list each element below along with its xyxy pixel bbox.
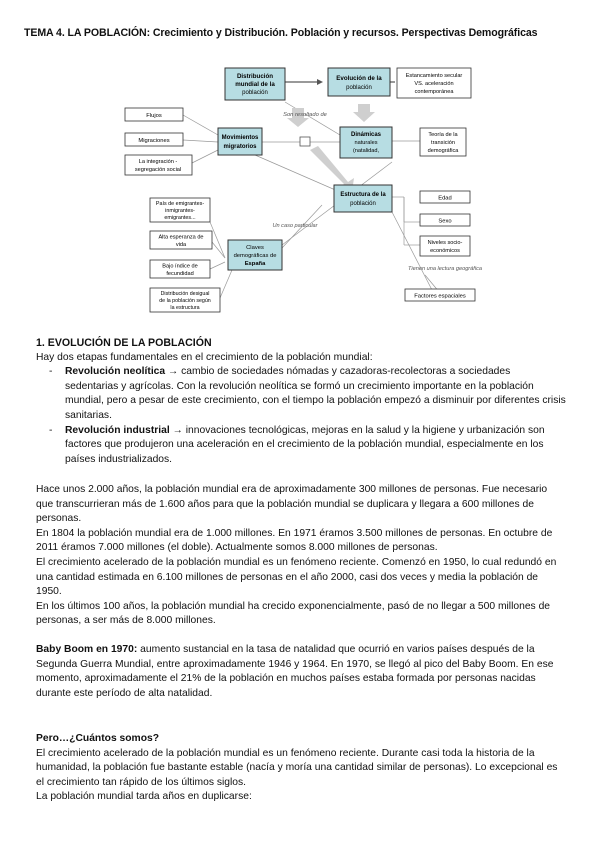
box-migraciones-label: Migraciones [138, 138, 170, 144]
box-movimientos-line2: migratorios [223, 144, 257, 150]
list-item-term: Revolución industrial [65, 424, 170, 436]
box-desigual-line2: de la población según [159, 298, 211, 304]
box-factores-espaciales [405, 289, 475, 301]
box-edad [420, 191, 470, 203]
box-estructura-line1: Estructura de la [340, 192, 386, 198]
box-evolucion-line1: Evolución de la [336, 75, 382, 82]
box-distribucion-line1: Distribución [236, 73, 274, 80]
box-migraciones [125, 133, 183, 146]
paragraph [36, 643, 566, 701]
box-sexo [420, 214, 470, 226]
label-caso-particular: Un caso particular [272, 223, 318, 229]
box-esperanza-vida [150, 231, 212, 249]
box-dinamicas-naturales [340, 127, 392, 158]
box-pais-line2: inmigrantes- [165, 208, 195, 214]
revolutions-list [36, 365, 566, 467]
list-item [36, 424, 566, 468]
box-niveles [420, 236, 470, 256]
section-heading: 1. EVOLUCIÓN DE LA POBLACIÓN [36, 337, 212, 349]
box-dinamicas-line3: (natalidad, [352, 148, 380, 154]
section-evolucion [36, 336, 566, 467]
box-estancamiento [397, 68, 471, 98]
box-dinamicas-line2: naturales [354, 140, 378, 146]
box-distribucion-line3: población [242, 90, 268, 96]
label-son-resultado: Son resultado de [283, 112, 327, 118]
box-niveles-line1: Niveles socio- [427, 240, 463, 246]
section-intro: Hay dos etapas fundamentales en el crecimiento de la población mundial: [36, 351, 373, 363]
box-esperanza-line1: Alta esperanza de [158, 234, 204, 241]
box-fecundidad [150, 260, 210, 278]
population-figures [36, 483, 566, 629]
box-claves-line2: demográficas de [233, 253, 277, 259]
box-distribucion-mundial [225, 68, 285, 100]
concept-diagram [0, 60, 600, 311]
box-teoria-line1: Teoría de la [428, 132, 458, 138]
subheading: Pero…¿Cuántos somos? [36, 733, 160, 744]
paragraph: El crecimiento acelerado de la población mundial es un fenómeno reciente. Durante casi toda la historia de la humanidad, la población fue bastante estable (nacía y moría una cantidad similar de personas). Lo excepcional es el crecimiento tan rápido de los últimos siglos. [36, 747, 558, 788]
box-factores-label: Factores espaciales [414, 293, 466, 300]
box-estructura-poblacion [334, 185, 392, 212]
box-pais-line3: emigrantes... [164, 215, 196, 221]
list-item-term: Revolución neolítica [65, 366, 166, 378]
paragraph: En los últimos 100 años, la población mundial ha crecido exponencialmente, pasó de no llegar a 500 millones de personas, a ser más de 8.000 millones. [36, 600, 551, 627]
box-estancamiento-line1: Estancamiento secular [405, 73, 463, 79]
paragraph: El crecimiento acelerado de la población mundial es un fenómeno reciente. Comenzó en 1950, lo cual redundó en una cantidad estimada en 6.100 millones de personas en el año 2000, casi dos veces y media la población de 1950. [36, 556, 557, 598]
box-pais-emigrantes [150, 198, 210, 222]
box-teoria-transicion [420, 128, 466, 156]
box-claves-line1: Claves [246, 245, 264, 251]
box-desigual-line1: Distribución desigual [160, 291, 210, 297]
box-teoria-line2: transición [431, 140, 455, 146]
document-title: TEMA 4. LA POBLACIÓN: Crecimiento y Distribución. Población y recursos. Perspectivas Demográficas [24, 27, 538, 39]
box-distribucion-line2: mundial de la [235, 81, 275, 88]
cuantos-somos [36, 732, 566, 805]
paragraph: La población mundial tarda años en duplicarse: [36, 791, 252, 803]
box-sexo-label: Sexo [438, 218, 452, 225]
box-pais-line1: País de emigrantes- [155, 201, 205, 207]
box-estancamiento-line2: VS. aceleración [414, 81, 454, 87]
label-lectura-geografica: Tienen una lectura geográfica [408, 266, 482, 272]
baby-boom [36, 643, 566, 701]
box-flujos [125, 108, 183, 121]
box-integracion [125, 155, 192, 175]
box-fecundidad-line2: fecundidad [166, 271, 194, 277]
box-esperanza-line2: vida [175, 242, 187, 248]
box-estructura-line2: población [350, 201, 376, 207]
box-dinamicas-line1: Dinámicas [350, 132, 382, 138]
baby-boom-text: aumento sustancial en la tasa de natalidad que ocurrió en varios países después de la Segunda Guerra Mundial, entre aproximadamente 1946 y 1964. En 1970, se llegó al pico del Baby Boom. En ese momento, aproximadamente el 21% de la población en muchos países estaba formada por personas nacidas durante este período de alta natalidad. [36, 644, 554, 699]
box-claves-line3: España [244, 261, 266, 267]
box-integracion-line2: segregación social [134, 167, 182, 173]
box-integracion-line1: La integración - [138, 159, 178, 165]
box-movimientos-migratorios [218, 128, 262, 155]
baby-boom-term: Baby Boom en 1970: [36, 644, 138, 655]
box-edad-label: Edad [438, 195, 452, 202]
paragraph: Hace unos 2.000 años, la población mundial era de aproximadamente 300 millones de personas. Fue necesario que transcurrieran más de 1.600 años para que la población mundial se duplicara y llegara a 600 millones de personas. [36, 484, 548, 525]
box-movimientos-line1: Movimientos [221, 135, 259, 141]
box-evolucion-line2: población [346, 85, 372, 91]
box-niveles-line2: económicos [430, 248, 460, 254]
box-flujos-label: Flujos [146, 113, 162, 119]
list-item-text: → cambio de sociedades nómadas y cazadoras-recolectoras a sociedades sedentarias y agrícolas. Con la revolución neolítica se formó un crecimiento importante en la población mundial, pero a pesar de este crecimiento, con el tiempo la población empezó a disminuir por diferentes crisis sanitarias. [65, 366, 566, 421]
box-claves-espana [228, 240, 282, 270]
box-desigual-line3: la estructura [170, 305, 200, 311]
list-item [36, 365, 566, 423]
box-distribucion-desigual [150, 288, 220, 312]
box-estancamiento-line3: contemporánea [414, 89, 454, 95]
list-item-text: → innovaciones tecnológicas, mejoras en la salud y la higiene y urbanización son factores que produjeron una aceleración en el crecimiento de la población mundial, especialmente en los países industrializados. [65, 424, 545, 465]
paragraph: En 1804 la población mundial era de 1.000 millones. En 1971 éramos 3.500 millones de personas. En octubre de 2011 éramos 7.000 millones (el doble). Actualmente somos 8.000 millones de personas. [36, 527, 553, 554]
connector-square [300, 137, 310, 146]
box-evolucion [328, 68, 390, 96]
box-fecundidad-line1: Bajo índice de [162, 263, 198, 270]
box-teoria-line3: demográfica [427, 148, 459, 154]
